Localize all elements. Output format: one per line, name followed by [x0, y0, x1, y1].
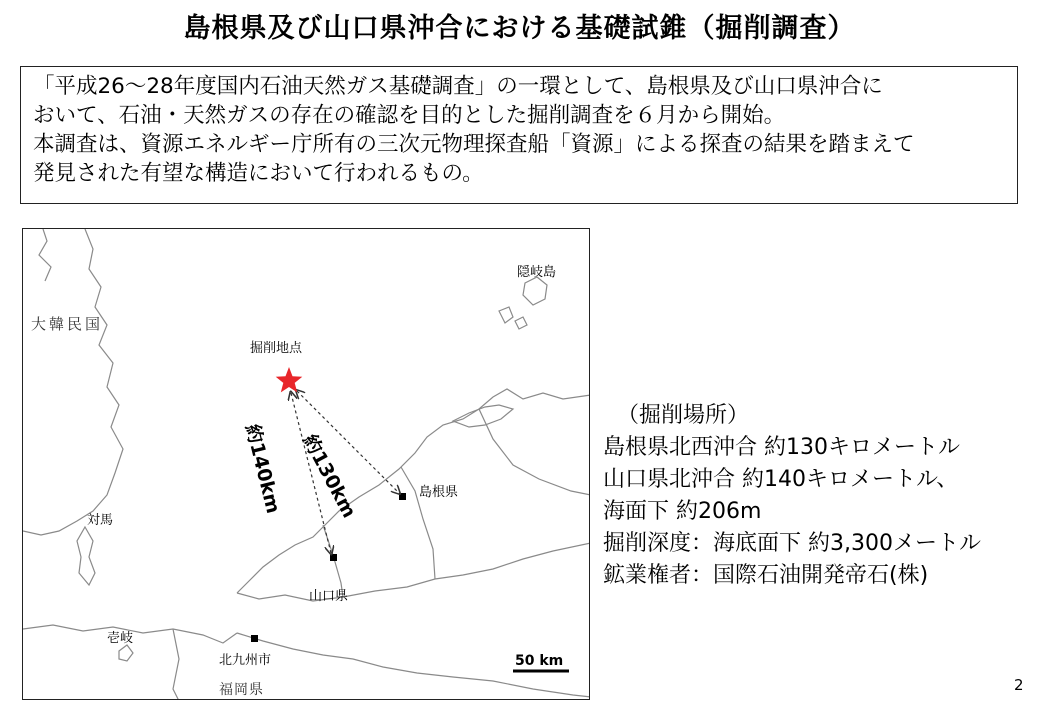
drill-info: [603, 400, 981, 592]
location-map: [22, 228, 590, 700]
page-number: 2: [1014, 676, 1024, 694]
info-heading: （掘削場所）: [617, 403, 750, 428]
info-line: 海面下 約206m: [603, 499, 762, 524]
distance-shimane-label: 約130km: [298, 430, 361, 522]
drill-site-label: 掘削地点: [250, 341, 303, 356]
shimane-marker: [399, 493, 406, 500]
info-line: 鉱業権者：国際石油開発帝石(株): [603, 563, 929, 588]
oki-dozen-2: [515, 317, 527, 329]
setouchi-coast: [237, 543, 590, 601]
fukuoka-label: 福岡県: [219, 682, 264, 698]
distance-yamaguchi-label: 約140km: [240, 421, 285, 516]
shimane-peninsula: [453, 405, 513, 427]
korea-border: [39, 229, 51, 281]
kitakyushu-label: 北九州市: [219, 653, 272, 668]
yamaguchi-marker: [330, 554, 337, 561]
summary-line: 「平成26～28年度国内石油天然ガス基礎調査」の一環として、島根県及び山口県沖合に: [33, 74, 883, 99]
summary-line: 発見された有望な構造において行われるもの。: [33, 161, 484, 186]
scale-label: 50 km: [515, 653, 564, 669]
summary-line: 本調査は、資源エネルギー庁所有の三次元物理探査船「資源」による探査の結果を踏まえて: [33, 132, 915, 157]
oki-dogo: [523, 277, 547, 305]
tsushima-label: 対馬: [87, 513, 114, 528]
iki-label: 壱岐: [107, 631, 134, 646]
info-line: 掘削深度：海底面下 約3,300メートル: [603, 531, 981, 556]
san-in-coast: [237, 389, 590, 593]
oki-dozen-1: [499, 307, 513, 323]
korea-label: 大韓民国: [31, 315, 104, 333]
pref-boundary-2: [479, 409, 590, 495]
iki-island: [119, 645, 133, 661]
summary-line: おいて、石油・天然ガスの存在の確認を目的とした掘削調査を６月から開始。: [33, 103, 786, 128]
shimane-label: 島根県: [419, 485, 459, 500]
tsushima-island: [77, 527, 95, 585]
page-title: 島根県及び山口県沖合における基礎試錐（掘削調査）: [183, 13, 856, 44]
star-icon: [276, 367, 303, 392]
pref-boundary-4: [173, 629, 179, 700]
yamaguchi-label: 山口県: [309, 589, 349, 604]
info-line: 島根県北西沖合 約130キロメートル: [603, 435, 960, 460]
summary-box: [20, 66, 1018, 204]
kitakyushu-marker: [251, 635, 258, 642]
korea-coast: [23, 229, 123, 535]
info-line: 山口県北沖合 約140キロメートル、: [603, 467, 959, 492]
oki-label: 隠岐島: [517, 265, 557, 280]
